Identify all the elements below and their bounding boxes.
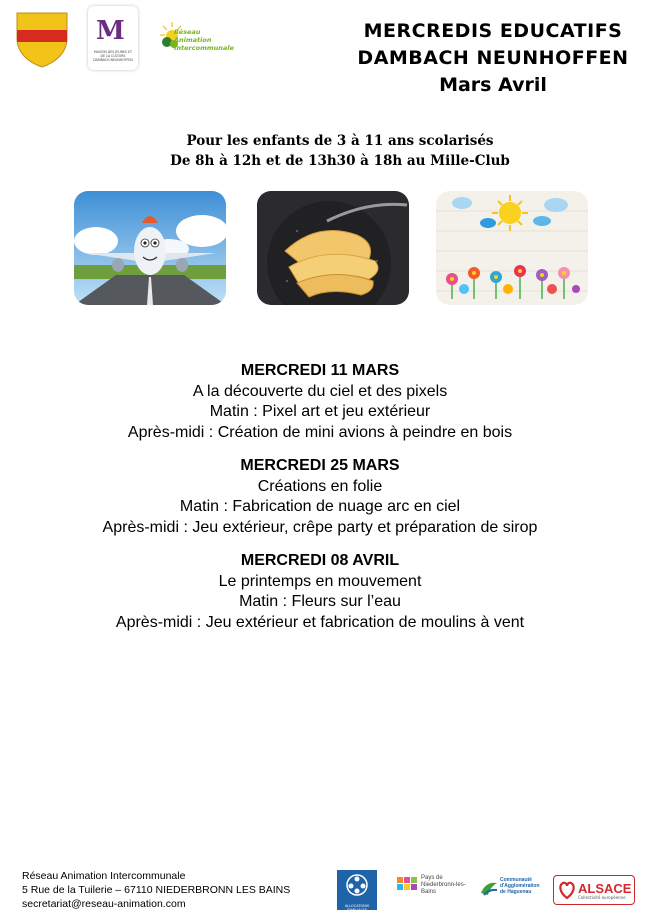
intro: [0, 131, 650, 171]
footer-email[interactable]: secretariat@reseau-animation.com: [22, 898, 186, 910]
caf-logo: [337, 870, 377, 910]
title-line-2: DAMBACH NEUNHOFFEN: [357, 47, 629, 69]
title-line-3: Mars Avril: [439, 74, 547, 96]
agglo-logo-icon: [480, 879, 498, 897]
coat-of-arms-icon: [16, 12, 68, 68]
intro-hours: De 8h à 12h et de 13h30 à 18h au Mille-Club: [170, 153, 510, 169]
footer-org: Réseau Animation Intercommunale: [22, 870, 186, 882]
flowers-sun-photo: [436, 191, 588, 305]
event-morning: Matin : Fleurs sur l’eau: [239, 593, 401, 610]
mdj-logo-text: MAISON DES JEUNES ET DE LA CULTURE DAMBACH-NEUNHOFFEN: [93, 50, 133, 62]
event-item: [0, 456, 640, 538]
agglo-logo-text: Communauté d'Agglomération de Haguenau: [500, 877, 540, 895]
event-theme: Le printemps en mouvement: [218, 572, 422, 590]
alsace-logo-icon: [557, 880, 577, 900]
pays-logo-text: Pays de Niederbronn-les-Bains: [421, 875, 466, 895]
event-day: MERCREDI 11 MARS: [240, 362, 400, 379]
event-afternoon: Après-midi : Jeu extérieur, crêpe party et préparation de sirop: [102, 518, 538, 536]
event-item: [0, 551, 640, 633]
event-theme: Créations en folie: [257, 477, 383, 495]
event-day: MERCREDI 25 MARS: [240, 457, 400, 474]
page-title: [352, 18, 634, 99]
alsace-logo: [553, 875, 635, 905]
mdj-logo-icon: M: [96, 16, 125, 46]
event-morning: Matin : Fabrication de nuage arc en ciel: [179, 498, 461, 515]
crepes-photo: [257, 191, 409, 305]
mdj-logo: [88, 6, 138, 70]
event-theme: A la découverte du ciel et des pixels: [192, 382, 448, 400]
pays-logo-icon: [397, 877, 417, 897]
pays-niederbronn-logo: [397, 867, 469, 911]
event-item: [0, 361, 640, 443]
intro-age: Pour les enfants de 3 à 11 ans scolarisés: [186, 133, 494, 149]
plane-photo: [74, 191, 226, 305]
alsace-logo-subtext: Collectivité européenne: [578, 895, 626, 900]
alsace-logo-text: ALSACE: [578, 881, 632, 896]
title-line-1: MERCREDIS EDUCATIFS: [363, 20, 623, 42]
event-afternoon: Après-midi : Création de mini avions à peindre en bois: [127, 423, 513, 441]
footer-contact: [22, 869, 290, 911]
caf-logo-text: ALLOCATIONS FAMILIALES: [344, 904, 370, 912]
event-afternoon: Après-midi : Jeu extérieur et fabrication de moulins à vent: [115, 613, 525, 631]
event-morning: Matin : Pixel art et jeu extérieur: [209, 403, 431, 420]
reseau-animation-logo-text: Réseau Animation Intercommunale: [174, 28, 234, 52]
footer-address: 5 Rue de la Tuilerie – 67110 NIEDERBRONN LES BAINS: [22, 884, 291, 896]
caf-logo-icon: [337, 870, 377, 900]
event-day: MERCREDI 08 AVRIL: [240, 552, 400, 569]
events-list: [0, 361, 640, 646]
agglo-haguenau-logo: [480, 873, 544, 907]
